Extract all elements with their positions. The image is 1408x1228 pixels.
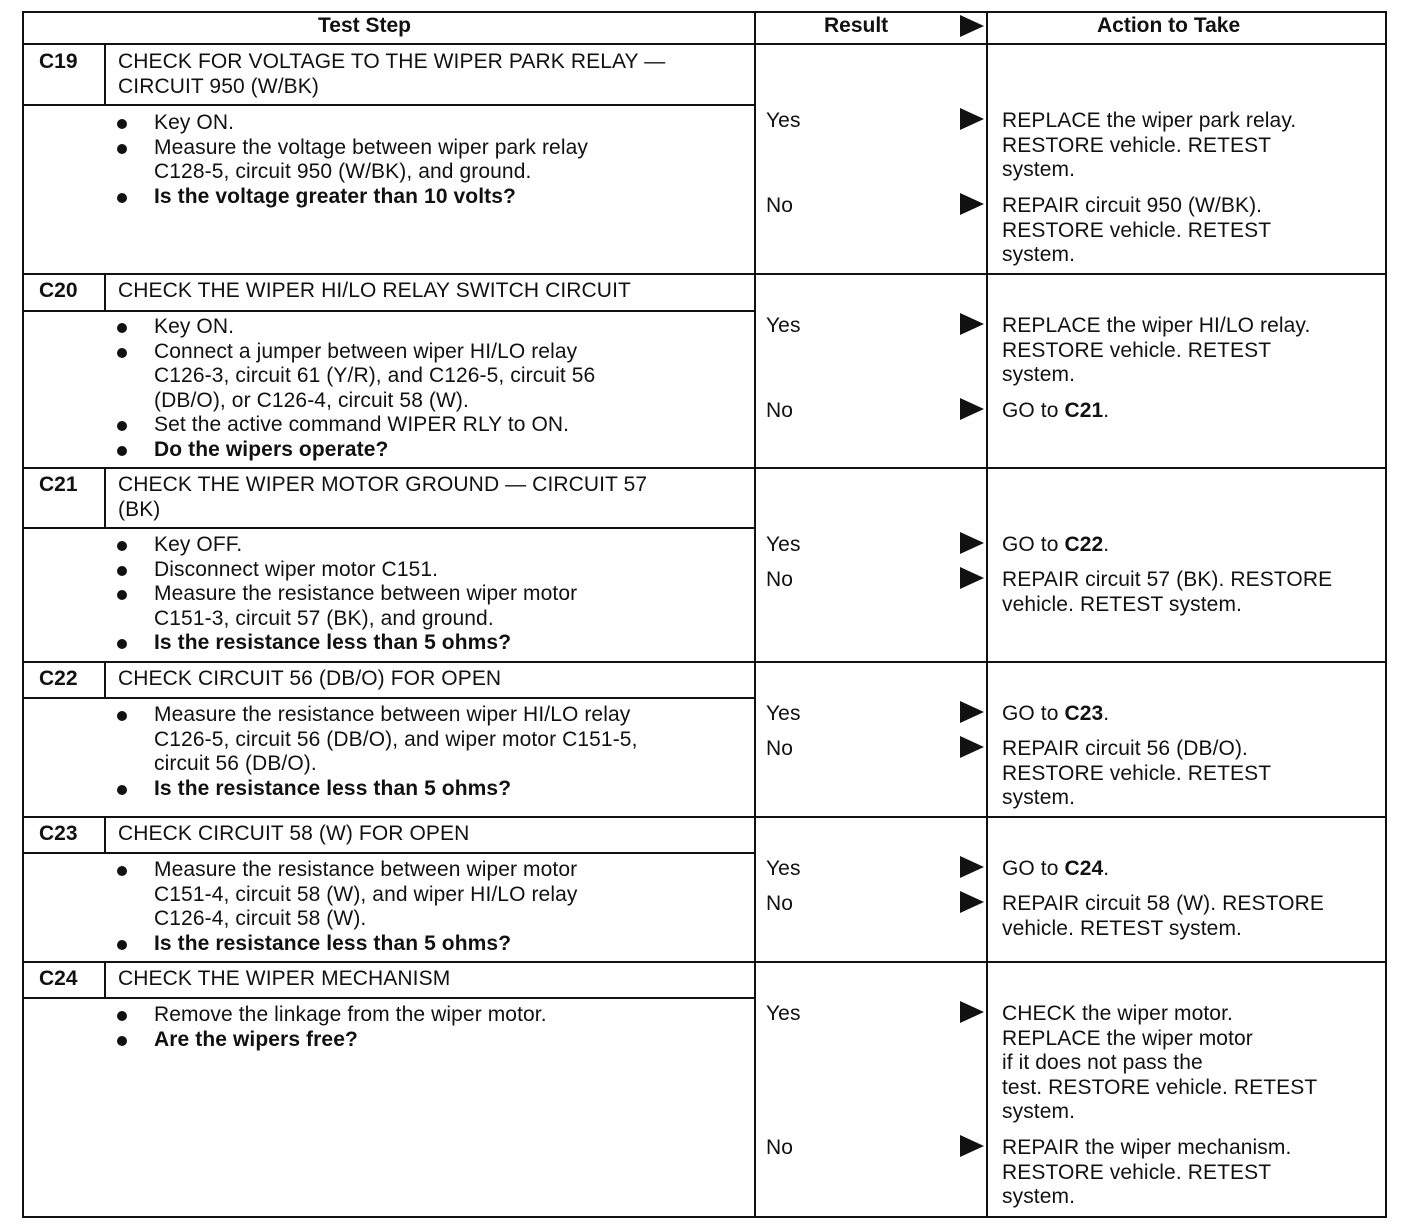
- step-id: C21: [39, 473, 78, 496]
- bullet-icon: [117, 940, 127, 950]
- title-divider: [22, 310, 754, 312]
- action-text: REPLACE the wiper motor: [1002, 1026, 1253, 1050]
- action-text: REPAIR circuit 58 (W). RESTORE: [1002, 892, 1324, 915]
- result-arrow-icon: [960, 313, 984, 335]
- section-divider: [22, 467, 1385, 469]
- step-title: CHECK THE WIPER MECHANISM: [118, 967, 451, 990]
- step-title: CHECK FOR VOLTAGE TO THE WIPER PARK RELAY —: [118, 50, 666, 73]
- step-instruction: C126-5, circuit 56 (DB/O), and wiper motor C151-5,: [154, 727, 638, 751]
- action-text: system.: [1002, 363, 1076, 386]
- bullet-icon: [117, 566, 127, 576]
- goto-step-link: C22: [1064, 533, 1104, 556]
- result-yes: Yes: [766, 109, 801, 132]
- goto-step-link: C21: [1064, 399, 1104, 422]
- step-instruction: Set the active command WIPER RLY to ON.: [154, 413, 570, 436]
- step-instruction: C151-4, circuit 58 (W), and wiper HI/LO relay: [154, 882, 578, 906]
- result-yes: Yes: [766, 702, 801, 725]
- action-text: RESTORE vehicle. RETEST: [1002, 1160, 1272, 1184]
- action-text: RESTORE vehicle. RETEST: [1002, 338, 1272, 362]
- header-result: Result: [824, 14, 889, 37]
- result-yes: Yes: [766, 314, 801, 337]
- step-title: CHECK CIRCUIT 56 (DB/O) FOR OPEN: [118, 667, 502, 690]
- action-text: REPAIR circuit 950 (W/BK).: [1002, 194, 1263, 217]
- action-text: [1002, 399, 1109, 424]
- section-divider: [22, 661, 1385, 663]
- result-arrow-icon: [960, 736, 984, 758]
- result-arrow-icon: [960, 108, 984, 130]
- step-instruction: Key OFF.: [154, 533, 243, 556]
- result-arrow-icon: [960, 567, 984, 589]
- step-id: C20: [39, 279, 78, 302]
- step-instruction: (DB/O), or C126-4, circuit 58 (W).: [154, 388, 469, 412]
- bullet-icon: [117, 144, 127, 154]
- action-text: [1002, 857, 1109, 882]
- step-question: Is the resistance less than 5 ohms?: [154, 931, 512, 955]
- action-text: REPAIR circuit 56 (DB/O).: [1002, 737, 1248, 760]
- section-divider: [22, 816, 1385, 818]
- table-bottom-border: [22, 1216, 1387, 1218]
- bullet-icon: [117, 1036, 127, 1046]
- action-text: REPAIR the wiper mechanism.: [1002, 1136, 1292, 1159]
- title-divider: [22, 104, 754, 106]
- action-text: system.: [1002, 1185, 1076, 1208]
- step-id: C19: [39, 50, 78, 73]
- action-suffix: .: [1103, 857, 1110, 880]
- step-instruction: C126-3, circuit 61 (Y/R), and C126-5, circuit 56: [154, 364, 596, 387]
- step-question: Is the resistance less than 5 ohms?: [154, 631, 512, 654]
- id-cell-divider: [104, 661, 106, 697]
- result-yes: Yes: [766, 533, 801, 556]
- result-arrow-icon: [960, 891, 984, 913]
- title-divider: [22, 997, 754, 999]
- step-instruction: C126-4, circuit 58 (W).: [154, 907, 367, 930]
- step-instruction: Disconnect wiper motor C151.: [154, 557, 439, 581]
- action-suffix: .: [1103, 533, 1110, 556]
- id-cell-divider: [104, 816, 106, 852]
- action-prefix: GO to: [1002, 857, 1065, 880]
- title-divider: [22, 527, 754, 529]
- step-column-divider: [754, 11, 756, 1216]
- action-suffix: .: [1103, 399, 1110, 422]
- result-column-divider: [986, 11, 988, 1216]
- step-question: Are the wipers free?: [154, 1027, 358, 1051]
- action-text: test. RESTORE vehicle. RETEST: [1002, 1075, 1318, 1099]
- step-id: C23: [39, 822, 78, 845]
- action-text: REPLACE the wiper HI/LO relay.: [1002, 314, 1311, 337]
- step-title: CHECK THE WIPER MOTOR GROUND — CIRCUIT 57: [118, 473, 648, 496]
- action-prefix: GO to: [1002, 399, 1065, 422]
- action-suffix: .: [1103, 702, 1110, 725]
- header-action: Action to Take: [1097, 14, 1241, 37]
- header-arrow-icon: [960, 15, 984, 37]
- table-right-border: [1385, 11, 1387, 1218]
- action-text: [1002, 702, 1109, 727]
- bullet-icon: [117, 193, 127, 203]
- bullet-icon: [117, 541, 127, 551]
- step-title: CHECK THE WIPER HI/LO RELAY SWITCH CIRCUIT: [118, 279, 631, 302]
- id-cell-divider: [104, 961, 106, 997]
- step-instruction: Key ON.: [154, 315, 235, 338]
- step-title: CHECK CIRCUIT 58 (W) FOR OPEN: [118, 822, 470, 845]
- step-question: Do the wipers operate?: [154, 437, 389, 461]
- step-id: C24: [39, 967, 78, 990]
- title-divider: [22, 852, 754, 854]
- bullet-icon: [117, 866, 127, 876]
- table-left-border: [22, 11, 24, 1216]
- step-instruction: C151-3, circuit 57 (BK), and ground.: [154, 606, 494, 630]
- bullet-icon: [117, 639, 127, 649]
- step-instruction: Measure the resistance between wiper HI/LO relay: [154, 703, 631, 726]
- result-no: No: [766, 892, 794, 915]
- goto-step-link: C23: [1064, 702, 1104, 725]
- action-text: system.: [1002, 243, 1076, 266]
- id-cell-divider: [104, 273, 106, 310]
- action-prefix: GO to: [1002, 533, 1065, 556]
- step-question: Is the resistance less than 5 ohms?: [154, 776, 512, 800]
- result-yes: Yes: [766, 857, 801, 880]
- action-text: RESTORE vehicle. RETEST: [1002, 761, 1272, 785]
- result-arrow-icon: [960, 1135, 984, 1157]
- bullet-icon: [117, 421, 127, 431]
- step-question: Is the voltage greater than 10 volts?: [154, 184, 516, 208]
- section-divider: [22, 273, 1385, 275]
- action-text: [1002, 533, 1109, 558]
- action-text: REPLACE the wiper park relay.: [1002, 109, 1297, 132]
- bullet-icon: [117, 119, 127, 129]
- result-arrow-icon: [960, 193, 984, 215]
- step-id: C22: [39, 667, 78, 690]
- action-text: system.: [1002, 158, 1076, 181]
- action-text: vehicle. RETEST system.: [1002, 592, 1242, 616]
- result-no: No: [766, 194, 794, 217]
- result-no: No: [766, 737, 794, 760]
- id-cell-divider: [104, 44, 106, 104]
- step-instruction: C128-5, circuit 950 (W/BK), and ground.: [154, 160, 532, 183]
- goto-step-link: C24: [1064, 857, 1104, 880]
- bullet-icon: [117, 323, 127, 333]
- action-text: system.: [1002, 786, 1076, 809]
- action-text: RESTORE vehicle. RETEST: [1002, 218, 1272, 242]
- action-text: CHECK the wiper motor.: [1002, 1002, 1233, 1025]
- step-instruction: Key ON.: [154, 111, 235, 134]
- result-arrow-icon: [960, 856, 984, 878]
- bullet-icon: [117, 711, 127, 721]
- header-test-step: Test Step: [318, 14, 411, 37]
- action-text: if it does not pass the: [1002, 1051, 1203, 1074]
- step-instruction: Measure the voltage between wiper park relay: [154, 135, 588, 159]
- bullet-icon: [117, 785, 127, 795]
- bullet-icon: [117, 446, 127, 456]
- action-text: RESTORE vehicle. RETEST: [1002, 133, 1272, 157]
- section-divider: [22, 961, 1385, 963]
- id-cell-divider: [104, 467, 106, 527]
- result-yes: Yes: [766, 1002, 801, 1025]
- result-arrow-icon: [960, 701, 984, 723]
- result-arrow-icon: [960, 532, 984, 554]
- action-prefix: GO to: [1002, 702, 1065, 725]
- result-arrow-icon: [960, 398, 984, 420]
- step-title: (BK): [118, 497, 161, 521]
- table-top-border: [22, 11, 1385, 13]
- step-instruction: Measure the resistance between wiper motor: [154, 582, 578, 605]
- step-instruction: Connect a jumper between wiper HI/LO relay: [154, 339, 578, 363]
- action-text: vehicle. RETEST system.: [1002, 916, 1242, 940]
- step-instruction: Measure the resistance between wiper motor: [154, 858, 578, 881]
- result-no: No: [766, 1136, 794, 1159]
- action-text: system.: [1002, 1100, 1076, 1123]
- bullet-icon: [117, 348, 127, 358]
- result-no: No: [766, 399, 794, 422]
- result-no: No: [766, 568, 794, 591]
- result-arrow-icon: [960, 1001, 984, 1023]
- step-title: CIRCUIT 950 (W/BK): [118, 74, 319, 98]
- header-bottom-border: [22, 43, 1385, 45]
- bullet-icon: [117, 590, 127, 600]
- action-text: REPAIR circuit 57 (BK). RESTORE: [1002, 568, 1333, 591]
- step-instruction: circuit 56 (DB/O).: [154, 752, 317, 775]
- step-instruction: Remove the linkage from the wiper motor.: [154, 1003, 547, 1026]
- title-divider: [22, 697, 754, 699]
- bullet-icon: [117, 1011, 127, 1021]
